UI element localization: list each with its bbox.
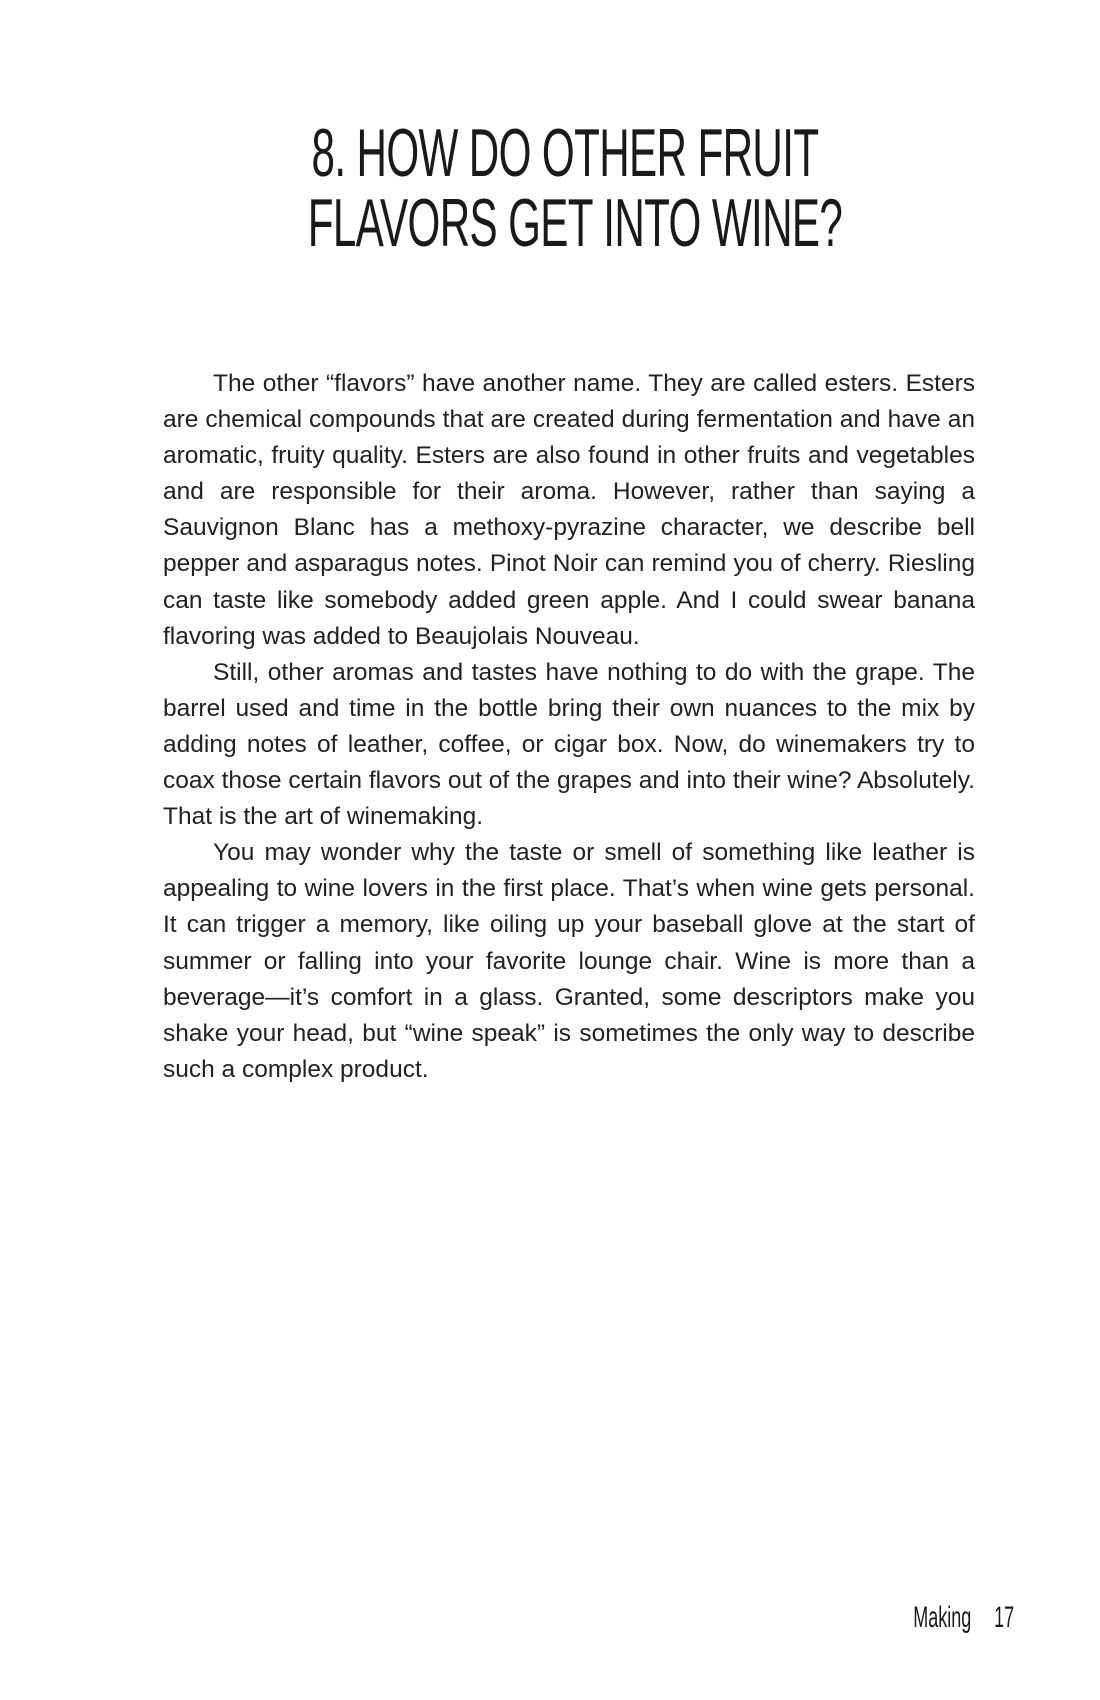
chapter-heading	[307, 115, 843, 261]
running-footer	[913, 1602, 1014, 1634]
body-text	[163, 366, 975, 1088]
page-number: 17	[993, 1601, 1014, 1634]
paragraph-2: Still, other aromas and tastes have nothing to do with the grape. The barrel used and time in the bottle bring their own nuances to the mix by adding notes of leather, coffee, or cigar box. Now, do winemakers try to coax those certain flavors out of the grapes and into their wine? Absolutely. That is the art of winemaking.	[163, 658, 975, 831]
footer-section-name: Making	[913, 1601, 972, 1634]
paragraph-1: The other “flavors” have another name. They are called esters. Esters are chemical compounds that are created during fermentation and have an aromatic, fruity quality. Esters are also found in other fruits and vegetables and are responsible for their aroma. However, rather than saying a Sauvignon Blanc has a methoxy-pyrazine character, we describe bell pepper and asparagus notes. Pinot Noir can remind you of cherry. Riesling can taste like somebody added green apple. And I could swear banana flavoring was added to Beaujolais Nouveau.	[163, 370, 975, 650]
chapter-heading-line-2: FLAVORS GET INTO WINE?	[307, 185, 843, 261]
chapter-heading-line-1: 8. HOW DO OTHER FRUIT	[311, 115, 819, 191]
paragraph-3: You may wonder why the taste or smell of something like leather is appealing to wine lovers in the first place. That’s when wine gets personal. It can trigger a memory, like oiling up your baseball glove at the start of summer or falling into your favorite lounge chair. Wine is more than a beverage—it’s comfort in a glass. Granted, some descriptors make you shake your head, but “wine speak” is sometimes the only way to describe such a complex product.	[163, 839, 975, 1083]
